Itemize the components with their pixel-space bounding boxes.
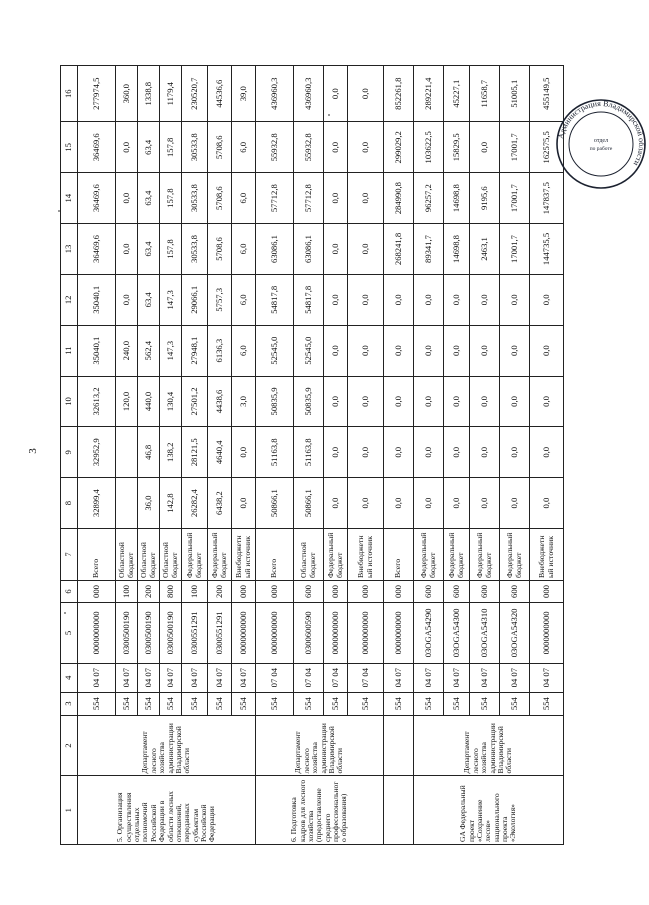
value-cell: 32613,2 — [78, 376, 116, 427]
svg-text:Администрация Владимирской обл — [556, 99, 646, 168]
value-cell: 289221,4 — [414, 66, 444, 122]
value-cell: 436960,3 — [294, 66, 324, 122]
executor-cell: Департамент лесного хозяйства администрации Владимирской области — [414, 715, 564, 776]
value-cell: 0,0 — [530, 274, 564, 325]
column-number-cell: 3 — [61, 692, 78, 715]
table-body — [61, 66, 564, 845]
value-cell: 04 07 — [160, 663, 182, 692]
value-cell: 63,4 — [138, 224, 160, 275]
value-cell: 554 — [138, 692, 160, 715]
value-cell: 0,0 — [414, 478, 444, 529]
value-cell: 45227,1 — [444, 66, 470, 122]
funding-source-cell: Федеральный бюджет — [470, 529, 500, 581]
value-cell: 03ОGA54290 — [414, 603, 444, 664]
value-cell: 3,0 — [232, 376, 256, 427]
value-cell: 000 — [348, 580, 384, 602]
column-number-cell: 9 — [61, 427, 78, 478]
value-cell: 0,0 — [444, 478, 470, 529]
funding-source-cell: Федеральный бюджет — [324, 529, 348, 581]
value-cell: 554 — [208, 692, 232, 715]
value-cell: 554 — [256, 692, 294, 715]
value-cell: 96257,2 — [414, 173, 444, 224]
value-cell: 0,0 — [470, 427, 500, 478]
page-number: 3 — [26, 448, 39, 454]
value-cell: 2463,1 — [470, 224, 500, 275]
value-cell: 07 04 — [348, 663, 384, 692]
value-cell: 600 — [500, 580, 530, 602]
value-cell: 51163,8 — [256, 427, 294, 478]
value-cell: 554 — [324, 692, 348, 715]
value-cell: 0000000000 — [530, 603, 564, 664]
column-number-cell: 6 — [61, 580, 78, 602]
funding-source-cell: Федеральный бюджет — [182, 529, 208, 581]
value-cell: 0300500190 — [116, 603, 138, 664]
column-number-cell: 8 — [61, 478, 78, 529]
value-cell: 35040,1 — [78, 325, 116, 376]
executor-cell — [384, 715, 414, 776]
value-cell: 07 04 — [256, 663, 294, 692]
value-cell: 230520,7 — [182, 66, 208, 122]
value-cell: 0,0 — [348, 173, 384, 224]
value-cell: 63,4 — [138, 274, 160, 325]
value-cell: 0,0 — [384, 376, 414, 427]
value-cell: 5708,6 — [208, 122, 232, 173]
value-cell: 0,0 — [348, 274, 384, 325]
value-cell: 30533,8 — [182, 173, 208, 224]
rotated-table-wrapper — [60, 65, 580, 845]
value-cell: 50866,1 — [294, 478, 324, 529]
value-cell: 440,0 — [138, 376, 160, 427]
value-cell: 0,0 — [348, 376, 384, 427]
value-cell: 5757,3 — [208, 274, 232, 325]
value-cell: 157,8 — [160, 122, 182, 173]
value-cell: 000 — [256, 580, 294, 602]
value-cell: 0,0 — [116, 274, 138, 325]
value-cell: 51005,1 — [500, 66, 530, 122]
column-number-cell: 10 — [61, 376, 78, 427]
column-number-cell: 12 — [61, 274, 78, 325]
value-cell: 04 07 — [414, 663, 444, 692]
value-cell: 0,0 — [470, 122, 500, 173]
column-number-cell: 13 — [61, 224, 78, 275]
value-cell: 100 — [182, 580, 208, 602]
value-cell: 162575,5 — [530, 122, 564, 173]
value-cell: 0,0 — [414, 274, 444, 325]
value-cell: 15829,5 — [444, 122, 470, 173]
value-cell: 32952,9 — [78, 427, 116, 478]
stamp-seal — [553, 96, 649, 192]
value-cell: 0,0 — [348, 325, 384, 376]
value-cell: 55932,8 — [256, 122, 294, 173]
value-cell: 138,2 — [160, 427, 182, 478]
funding-source-cell: Внебюджетный источник — [530, 529, 564, 581]
column-number-cell: 15 — [61, 122, 78, 173]
value-cell: 0,0 — [530, 376, 564, 427]
value-cell: 277974,5 — [78, 66, 116, 122]
value-cell: 800 — [160, 580, 182, 602]
funding-source-cell: Внебюджетный источник — [348, 529, 384, 581]
value-cell: 0,0 — [500, 325, 530, 376]
table-row — [384, 66, 414, 845]
value-cell: 6,0 — [232, 173, 256, 224]
value-cell: 04 07 — [444, 663, 470, 692]
value-cell: 04 07 — [500, 663, 530, 692]
value-cell: 0,0 — [324, 66, 348, 122]
value-cell: 04 07 — [384, 663, 414, 692]
funding-source-cell: Федеральный бюджет — [444, 529, 470, 581]
column-number-cell: 5 — [61, 603, 78, 664]
value-cell: 852261,8 — [384, 66, 414, 122]
value-cell: 46,8 — [138, 427, 160, 478]
value-cell: 000 — [78, 580, 116, 602]
svg-text:отдел: отдел — [593, 138, 609, 144]
value-cell: 0000000000 — [324, 603, 348, 664]
value-cell: 200 — [208, 580, 232, 602]
value-cell: 554 — [182, 692, 208, 715]
value-cell: 0,0 — [470, 325, 500, 376]
value-cell: 32899,4 — [78, 478, 116, 529]
value-cell: 6136,3 — [208, 325, 232, 376]
value-cell: 17001,7 — [500, 173, 530, 224]
value-cell: 27948,1 — [182, 325, 208, 376]
value-cell: 39,0 — [232, 66, 256, 122]
funding-source-cell: Всего — [78, 529, 116, 581]
value-cell: 0,0 — [324, 478, 348, 529]
value-cell: 600 — [470, 580, 500, 602]
value-cell: 0,0 — [470, 376, 500, 427]
column-number-row — [61, 66, 78, 845]
value-cell: 0,0 — [324, 122, 348, 173]
value-cell: 268241,8 — [384, 224, 414, 275]
value-cell: 000 — [324, 580, 348, 602]
value-cell: 000 — [232, 580, 256, 602]
value-cell: 130,4 — [160, 376, 182, 427]
value-cell: 29066,1 — [182, 274, 208, 325]
value-cell: 0,0 — [500, 274, 530, 325]
value-cell: 6,0 — [232, 325, 256, 376]
value-cell: 03ОGA54300 — [444, 603, 470, 664]
value-cell: 57712,8 — [294, 173, 324, 224]
value-cell: 554 — [160, 692, 182, 715]
funding-source-cell: Всего — [256, 529, 294, 581]
value-cell: 600 — [294, 580, 324, 602]
value-cell: 0,0 — [116, 173, 138, 224]
column-number-cell: 4 — [61, 663, 78, 692]
value-cell: 240,0 — [116, 325, 138, 376]
value-cell: 0,0 — [116, 224, 138, 275]
value-cell: 455149,5 — [530, 66, 564, 122]
value-cell: 9195,6 — [470, 173, 500, 224]
funding-source-cell: Всего — [384, 529, 414, 581]
value-cell: 0000000000 — [256, 603, 294, 664]
value-cell: 142,8 — [160, 478, 182, 529]
program-name-cell — [384, 776, 414, 845]
value-cell: 600 — [414, 580, 444, 602]
executor-cell: Департамент лесного хозяйства администрации Владимирской области — [256, 715, 384, 776]
value-cell: 51163,8 — [294, 427, 324, 478]
value-cell: 17001,7 — [500, 224, 530, 275]
value-cell: 0,0 — [348, 224, 384, 275]
value-cell: 0,0 — [384, 325, 414, 376]
value-cell: 14698,8 — [444, 224, 470, 275]
value-cell: 0,0 — [232, 478, 256, 529]
value-cell: 04 07 — [530, 663, 564, 692]
value-cell: 0,0 — [116, 122, 138, 173]
value-cell: 0000000000 — [384, 603, 414, 664]
value-cell: 360,0 — [116, 66, 138, 122]
value-cell: 04 07 — [182, 663, 208, 692]
value-cell: 07 04 — [294, 663, 324, 692]
value-cell: 5708,6 — [208, 224, 232, 275]
value-cell: 36,0 — [138, 478, 160, 529]
value-cell: 6,0 — [232, 274, 256, 325]
value-cell: 89341,7 — [414, 224, 444, 275]
value-cell: 0000000000 — [232, 603, 256, 664]
value-cell: 28121,5 — [182, 427, 208, 478]
value-cell: 27501,2 — [182, 376, 208, 427]
value-cell: 63,4 — [138, 173, 160, 224]
value-cell: 04 07 — [138, 663, 160, 692]
funding-source-cell: Федеральный бюджет — [500, 529, 530, 581]
value-cell: 554 — [232, 692, 256, 715]
program-name-cell: 5. Организация осуществления отдельных полномочий Российской Федерации в области лесных отношений, переданных субъектам Российской Федерации — [78, 776, 256, 845]
value-cell: 04 07 — [116, 663, 138, 692]
value-cell: 03ОGA54310 — [470, 603, 500, 664]
value-cell: 0300551291 — [208, 603, 232, 664]
value-cell: 54817,8 — [256, 274, 294, 325]
value-cell: 63086,1 — [294, 224, 324, 275]
budget-table — [60, 65, 564, 845]
value-cell: 0,0 — [500, 427, 530, 478]
funding-source-cell: Областной бюджет — [160, 529, 182, 581]
value-cell: 554 — [470, 692, 500, 715]
value-cell: 57712,8 — [256, 173, 294, 224]
value-cell: 147837,5 — [530, 173, 564, 224]
value-cell: 52545,0 — [294, 325, 324, 376]
value-cell: 35040,1 — [78, 274, 116, 325]
value-cell: 562,4 — [138, 325, 160, 376]
value-cell: 0,0 — [530, 325, 564, 376]
value-cell: 600 — [444, 580, 470, 602]
value-cell: 554 — [384, 692, 414, 715]
table-row — [256, 66, 294, 845]
value-cell: 0,0 — [414, 427, 444, 478]
value-cell: 554 — [500, 692, 530, 715]
value-cell: 0,0 — [324, 224, 348, 275]
value-cell: 0300500190 — [160, 603, 182, 664]
value-cell: 554 — [294, 692, 324, 715]
value-cell: 0,0 — [384, 478, 414, 529]
value-cell: 554 — [78, 692, 116, 715]
column-number-cell: 14 — [61, 173, 78, 224]
value-cell: 0,0 — [348, 122, 384, 173]
value-cell: 30533,8 — [182, 122, 208, 173]
funding-source-cell: Внебюджетный источник — [232, 529, 256, 581]
program-name-cell: GA Федеральный проект «Сохранение лесов» национального проекта «Экология» — [414, 776, 564, 845]
value-cell: 299029,2 — [384, 122, 414, 173]
value-cell: 100 — [116, 580, 138, 602]
value-cell: 0,0 — [500, 478, 530, 529]
value-cell: 04 07 — [78, 663, 116, 692]
seal-outer-text: Администрация Владимирской области — [556, 98, 647, 168]
program-name-cell: 6. Подготовка кадров для лесного хозяйства (предоставление среднего профессионального образования) — [256, 776, 384, 845]
value-cell: 120,0 — [116, 376, 138, 427]
value-cell: 11658,7 — [470, 66, 500, 122]
value-cell: 0300600590 — [294, 603, 324, 664]
value-cell: 0,0 — [348, 427, 384, 478]
value-cell: 0,0 — [384, 274, 414, 325]
value-cell — [116, 427, 138, 478]
value-cell: 54817,8 — [294, 274, 324, 325]
table-row — [78, 66, 116, 845]
value-cell: 0,0 — [348, 66, 384, 122]
value-cell: 0,0 — [470, 478, 500, 529]
value-cell: 0,0 — [444, 427, 470, 478]
value-cell: 36469,6 — [78, 173, 116, 224]
value-cell: 0,0 — [384, 427, 414, 478]
value-cell: 554 — [414, 692, 444, 715]
funding-source-cell: Федеральный бюджет — [208, 529, 232, 581]
value-cell: 0,0 — [470, 274, 500, 325]
column-number-cell: 2 — [61, 715, 78, 776]
svg-text:по работе: по работе — [589, 146, 613, 152]
funding-source-cell: Областной бюджет — [138, 529, 160, 581]
value-cell: 04 07 — [470, 663, 500, 692]
value-cell: 6,0 — [232, 224, 256, 275]
value-cell: 36469,6 — [78, 122, 116, 173]
value-cell: 0,0 — [324, 427, 348, 478]
value-cell: 07 04 — [324, 663, 348, 692]
value-cell: 554 — [116, 692, 138, 715]
value-cell: 52545,0 — [256, 325, 294, 376]
value-cell: 0300500190 — [138, 603, 160, 664]
value-cell: 0000000000 — [348, 603, 384, 664]
value-cell: 55932,8 — [294, 122, 324, 173]
value-cell: 0,0 — [232, 427, 256, 478]
value-cell: 0,0 — [324, 376, 348, 427]
funding-source-cell: Областной бюджет — [294, 529, 324, 581]
funding-source-cell: Федеральный бюджет — [414, 529, 444, 581]
value-cell: 157,8 — [160, 173, 182, 224]
value-cell: 0000000000 — [78, 603, 116, 664]
executor-cell: Департамент лесного хозяйства администрации Владимирской области — [78, 715, 256, 776]
value-cell: 157,8 — [160, 224, 182, 275]
value-cell: 144735,5 — [530, 224, 564, 275]
scan-speck — [64, 612, 66, 614]
value-cell: 0,0 — [414, 325, 444, 376]
value-cell: 50866,1 — [256, 478, 294, 529]
column-number-cell: 11 — [61, 325, 78, 376]
value-cell: 26282,4 — [182, 478, 208, 529]
value-cell: 04 07 — [208, 663, 232, 692]
value-cell: 0,0 — [444, 325, 470, 376]
value-cell — [116, 478, 138, 529]
value-cell: 147,3 — [160, 325, 182, 376]
value-cell: 0,0 — [348, 478, 384, 529]
value-cell: 36469,6 — [78, 224, 116, 275]
value-cell: 5708,6 — [208, 173, 232, 224]
value-cell: 0,0 — [324, 325, 348, 376]
value-cell: 63,4 — [138, 122, 160, 173]
table-row — [414, 66, 444, 845]
column-number-cell: 7 — [61, 529, 78, 581]
column-number-cell: 16 — [61, 66, 78, 122]
value-cell: 000 — [384, 580, 414, 602]
value-cell: 30533,8 — [182, 224, 208, 275]
value-cell: 147,3 — [160, 274, 182, 325]
value-cell: 50835,9 — [256, 376, 294, 427]
value-cell: 554 — [444, 692, 470, 715]
scan-speck — [328, 114, 330, 116]
value-cell: 0,0 — [444, 274, 470, 325]
value-cell: 0,0 — [324, 274, 348, 325]
value-cell: 04 07 — [232, 663, 256, 692]
funding-source-cell: Областной бюджет — [116, 529, 138, 581]
value-cell: 63086,1 — [256, 224, 294, 275]
value-cell: 6,0 — [232, 122, 256, 173]
value-cell: 554 — [530, 692, 564, 715]
value-cell: 284990,8 — [384, 173, 414, 224]
value-cell: 03ОGA54320 — [500, 603, 530, 664]
value-cell: 44536,6 — [208, 66, 232, 122]
value-cell: 000 — [530, 580, 564, 602]
value-cell: 103622,5 — [414, 122, 444, 173]
value-cell: 1338,8 — [138, 66, 160, 122]
value-cell: 0,0 — [444, 376, 470, 427]
value-cell: 200 — [138, 580, 160, 602]
value-cell: 50835,9 — [294, 376, 324, 427]
value-cell: 0300551291 — [182, 603, 208, 664]
value-cell: 17001,7 — [500, 122, 530, 173]
value-cell: 1179,4 — [160, 66, 182, 122]
value-cell: 4438,6 — [208, 376, 232, 427]
value-cell: 14698,8 — [444, 173, 470, 224]
value-cell: 554 — [348, 692, 384, 715]
value-cell: 0,0 — [530, 478, 564, 529]
value-cell: 0,0 — [500, 376, 530, 427]
value-cell: 0,0 — [324, 173, 348, 224]
value-cell: 0,0 — [414, 376, 444, 427]
column-number-cell: 1 — [61, 776, 78, 845]
value-cell: 4640,4 — [208, 427, 232, 478]
value-cell: 436960,3 — [256, 66, 294, 122]
scan-speck — [58, 210, 60, 212]
value-cell: 6438,2 — [208, 478, 232, 529]
value-cell: 0,0 — [530, 427, 564, 478]
